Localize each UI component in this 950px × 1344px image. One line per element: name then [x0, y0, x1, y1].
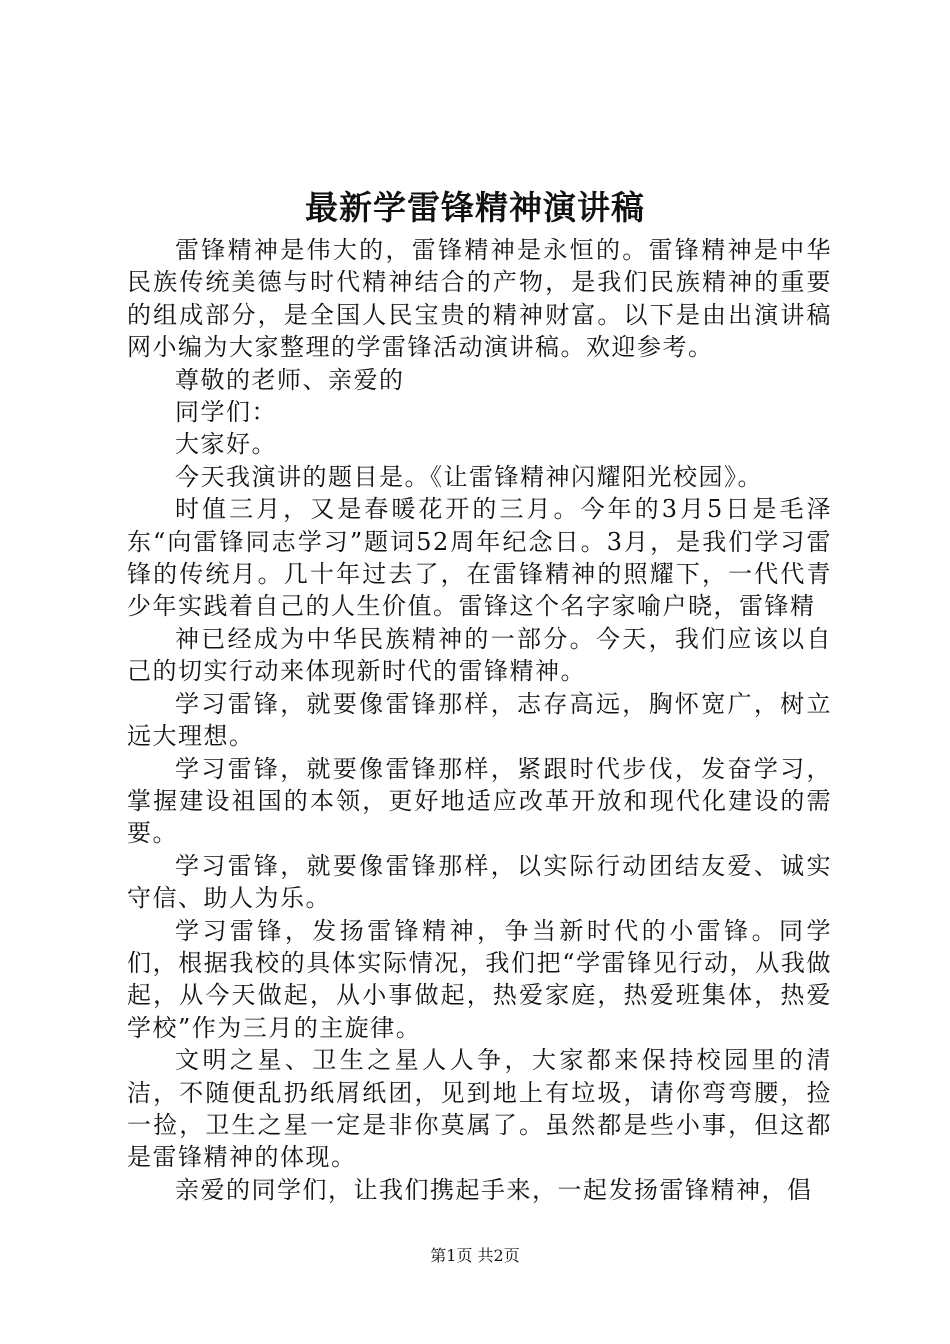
paragraph-greeting: 大家好。: [175, 430, 277, 459]
page-footer: 第1页 共2页: [430, 1246, 520, 1265]
paragraph-classmates: 同学们：: [175, 398, 277, 427]
paragraph-study: 学习雷锋，就要像雷锋那样，紧跟时代步伐，发奋学习，掌握建设祖国的本领，更好地适应改革开放和现代化建设的需要。: [127, 754, 832, 848]
paragraph-salutation: 尊敬的老师、亲爱的: [175, 365, 405, 394]
document-body: [127, 234, 832, 1206]
paragraph-stars: 文明之星、卫生之星人人争，大家都来保持校园里的清洁，不随便乱扔纸屑纸团，见到地上有垃圾，请你弯弯腰，捡一捡，卫生之星一定是非你莫属了。虽然都是些小事，但这都是雷锋精神的体现。: [127, 1046, 832, 1172]
paragraph-march: 时值三月，又是春暖花开的三月。今年的3月5日是毛泽东“向雷锋同志学习”题词52周年纪念日。3月，是我们学习雷锋的传统月。几十年过去了，在雷锋精神的照耀下，一代代青少年实践着自己的人生价值。雷锋这个名字家喻户晓，雷锋精: [127, 495, 832, 621]
paragraph-new-era: 学习雷锋，发扬雷锋精神，争当新时代的小雷锋。同学们，根据我校的具体实际情况，我们把“学雷锋见行动，从我做起，从今天做起，从小事做起，热爱家庭，热爱班集体，热爱学校”作为三月的主旋律。: [127, 916, 832, 1042]
paragraph-unity: 学习雷锋，就要像雷锋那样，以实际行动团结友爱、诚实守信、助人为乐。: [127, 851, 832, 913]
paragraph-topic: 今天我演讲的题目是。《让雷锋精神闪耀阳光校园》。: [175, 462, 763, 491]
paragraph-ideals: 学习雷锋，就要像雷锋那样，志存高远，胸怀宽广，树立远大理想。: [127, 689, 832, 751]
paragraph-intro: 雷锋精神是伟大的，雷锋精神是永恒的。雷锋精神是中华民族传统美德与时代精神结合的产物，是我们民族精神的重要的组成部分，是全国人民宝贵的精神财富。以下是由出演讲稿网小编为大家整理的学雷锋活动演讲稿。欢迎参考。: [127, 236, 832, 362]
paragraph-closing: 亲爱的同学们，让我们携起手来，一起发扬雷锋精神，倡: [175, 1175, 813, 1204]
paragraph-spirit: 神已经成为中华民族精神的一部分。今天，我们应该以自己的切实行动来体现新时代的雷锋精神。: [127, 624, 832, 686]
document-title: 最新学雷锋精神演讲稿: [305, 188, 645, 227]
